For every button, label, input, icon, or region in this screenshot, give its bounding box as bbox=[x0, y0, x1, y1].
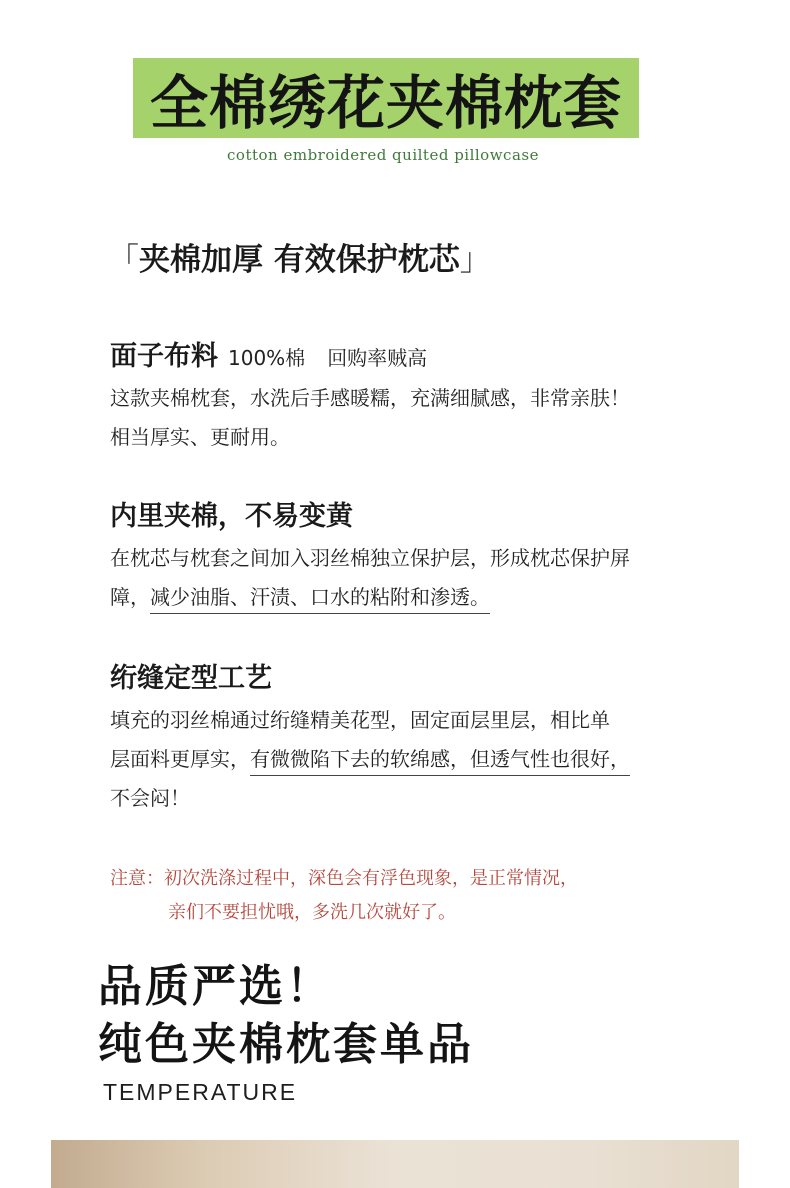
quality-line: 品质严选！ bbox=[98, 961, 333, 1012]
body-line: 不会闷！ bbox=[110, 786, 190, 810]
title-banner bbox=[133, 58, 639, 138]
slogan-close-bracket: 」 bbox=[459, 242, 491, 278]
repurchase-tag: 回购率贼高 bbox=[327, 346, 428, 370]
section-fabric bbox=[110, 334, 710, 457]
quality-heading bbox=[98, 958, 474, 1074]
washing-notice bbox=[110, 862, 578, 930]
section-lining bbox=[110, 494, 710, 617]
slogan-text: 夹棉加厚 有效保护枕芯 bbox=[139, 242, 460, 278]
section-heading: 内里夹棉，不易变黄 bbox=[110, 501, 353, 532]
body-line: 填充的羽丝棉通过绗缝精美花型，固定面层里层，相比单 bbox=[110, 708, 610, 732]
section-heading bbox=[110, 334, 710, 373]
body-line: 这款夹棉枕套，水洗后手感暖糯，充满细腻感，非常亲肤！ bbox=[110, 386, 630, 410]
product-photo bbox=[51, 1140, 739, 1188]
page-subtitle: cotton embroidered quilted pillowcase bbox=[227, 146, 539, 164]
section-quilting bbox=[110, 656, 710, 818]
quality-line: 纯色夹棉枕套单品 bbox=[98, 1019, 474, 1070]
notice-line: 亲们不要担忧哦，多洗几次就好了。 bbox=[168, 902, 456, 923]
page-title: 全棉绣花夹棉枕套 bbox=[149, 69, 622, 137]
section-heading: 绗缝定型工艺 bbox=[110, 663, 272, 694]
body-line bbox=[110, 740, 710, 779]
section-body bbox=[110, 701, 710, 818]
section-body bbox=[110, 539, 710, 617]
temperature-label: TEMPERATURE bbox=[103, 1079, 298, 1105]
body-line bbox=[110, 578, 710, 617]
notice-line: 注意：初次洗涤过程中，深色会有浮色现象，是正常情况， bbox=[110, 868, 578, 889]
body-text: 障， bbox=[110, 585, 150, 609]
body-line: 相当厚实、更耐用。 bbox=[110, 425, 290, 449]
body-text: 层面料更厚实， bbox=[110, 747, 250, 771]
underlined-text: 减少油脂、汗渍、口水的粘附和渗透。 bbox=[150, 585, 490, 614]
section-body bbox=[110, 379, 710, 457]
cotton-tag: 100%棉 bbox=[228, 346, 306, 370]
slogan bbox=[108, 234, 491, 279]
slogan-open-bracket: 「 bbox=[108, 242, 139, 278]
section-heading-text: 面子布料 bbox=[110, 341, 218, 372]
body-line: 在枕芯与枕套之间加入羽丝棉独立保护层，形成枕芯保护屏 bbox=[110, 546, 630, 570]
underlined-text: 有微微陷下去的软绵感，但透气性也很好， bbox=[250, 747, 630, 776]
